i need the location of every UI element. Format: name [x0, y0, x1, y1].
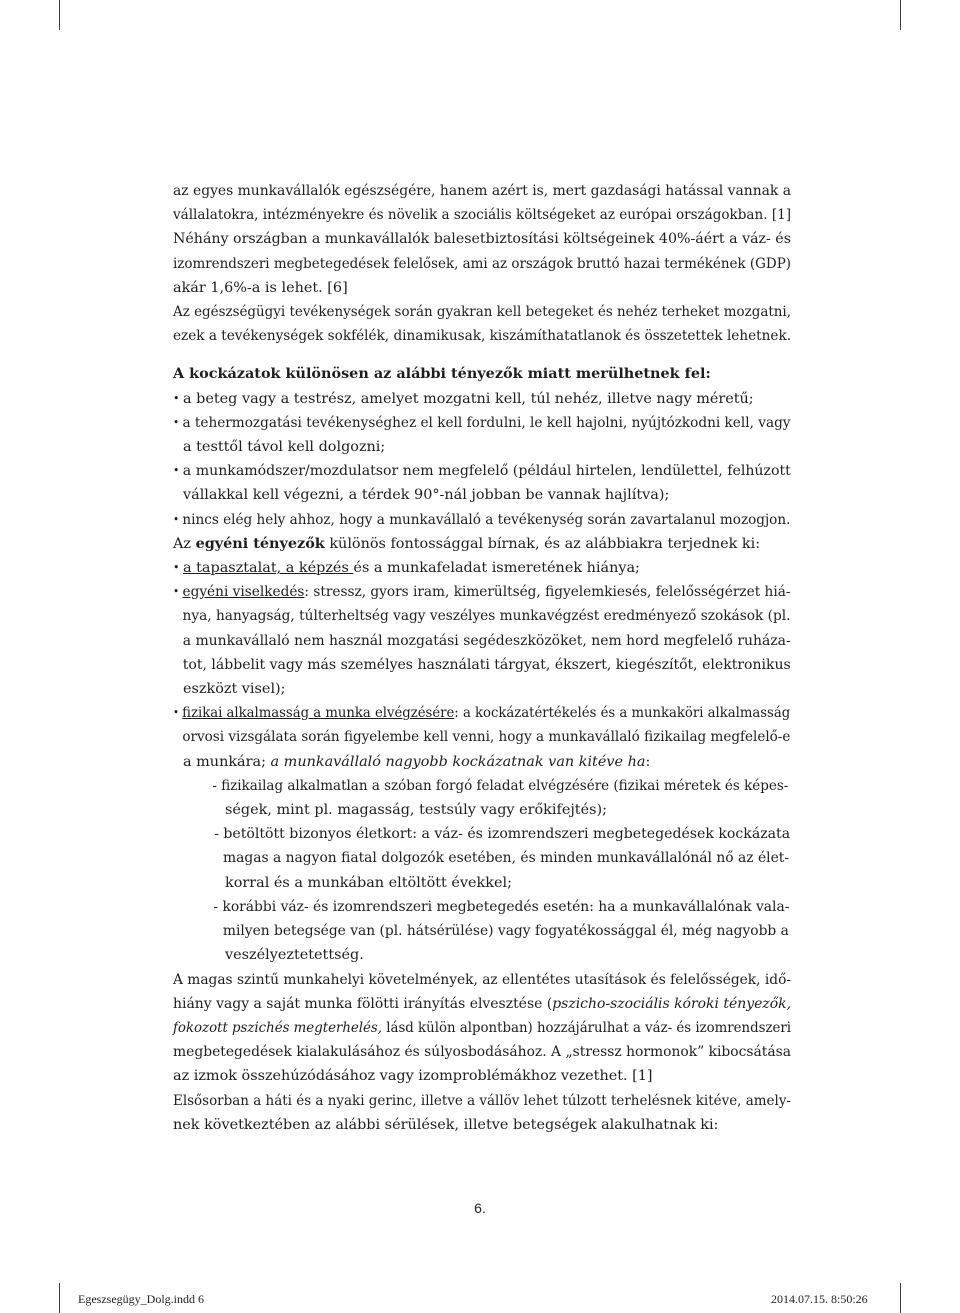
list-item: • fizikai alkalmasság a munka elvégzésére: a kockázatértékelés és a munkaköri alkalmasság — [173, 701, 741, 725]
list-item: • egyéni viselkedés: stressz, gyors iram, kimerültség, figyelemkiesés, felelősségérzet hiá- — [173, 580, 760, 604]
dash-item-continuation: milyen betegsége van (pl. hátsérülése) vagy fogyatékossággal él, még nagyobb a — [222, 923, 789, 940]
text-line: hiány vagy a saját munka fölötti irányítás elvesztése (pszicho-szociális kóroki tényezők, — [173, 995, 792, 1012]
section-heading: A kockázatok különösen az alábbi tényezők miatt merülhetnek fel: — [173, 365, 711, 383]
crop-mark — [59, 0, 60, 30]
text-line: megbetegedések kialakulásához és súlyosbodásához. A „stressz hormonok” kibocsátása — [173, 1044, 791, 1061]
page-number: 6. — [474, 1200, 486, 1216]
text-line: Néhány országban a munkavállalók balesetbiztosítási költségeinek 40%-áért a váz- és — [173, 231, 791, 248]
list-item-continuation: a munkavállaló nem használ mozgatási segédeszközöket, nem hord megfelelő ruháza- — [182, 632, 791, 649]
list-item: • a tehermozgatási tevékenységhez el kell fordulni, le kell hajolni, nyújtózkodni kell, vagy — [173, 411, 758, 435]
list-item: • a munkamódszer/mozdulatsor nem megfelelő (például hirtelen, lendülettel, felhúzott — [173, 459, 779, 483]
text-line: vállalatokra, intézményekre és növelik a szociális költségeket az európai országokban. [1] — [173, 207, 791, 224]
text-line: ezek a tevékenységek sokfélék, dinamikusak, kiszámíthatatlanok és összetettek lehetnek. — [173, 328, 792, 345]
dash-item: - fizikailag alkalmatlan a szóban forgó feladat elvégzésére (fizikai méretek és képes- — [212, 777, 789, 794]
text-line: az izmok összehúzódásához vagy izomproblémákhoz vezethet. [1] — [173, 1068, 653, 1085]
text-line: izomrendszeri megbetegedések felelősek, ami az országok bruttó hazai termékének (GDP) — [173, 255, 791, 272]
paragraph-intro: Az egyéni tényezők különös fontossággal bírnak, és az alábbiakra terjednek ki: — [173, 534, 761, 552]
dash-item-continuation: ségek, mint pl. magasság, testsúly vagy erőkifejtés); — [225, 802, 607, 819]
list-item-continuation: vállakkal kell végezni, a térdek 90°-nál jobban be vannak hajlítva); — [183, 487, 670, 504]
dash-item-continuation: magas a nagyon fiatal dolgozók esetében, és minden munkavállalónál nő az élet- — [222, 850, 789, 867]
list-item-continuation: a testtől távol kell dolgozni; — [183, 439, 386, 456]
text-line: Elsősorban a háti és a nyaki gerinc, illetve a vállöv lehet túlzott terhelésnek kitéve, amely- — [173, 1092, 791, 1109]
crop-mark — [900, 0, 901, 30]
dash-item: - betöltött bizonyos életkort: a váz- és izomrendszeri megbetegedések kockázata — [214, 826, 791, 843]
list-item-continuation: a munkára; a munkavállaló nagyobb kockázatnak van kitéve ha: — [183, 753, 651, 770]
page-body — [173, 179, 791, 1137]
list-item: • nincs elég hely ahhoz, hogy a munkavállaló a tevékenység során zavartalanul mozogjon. — [173, 508, 756, 532]
dash-item: - korábbi váz- és izomrendszeri megbetegedés esetén: ha a munkavállalónak vala- — [213, 898, 790, 915]
list-item-continuation: orvosi vizsgálata során figyelembe kell venni, hogy a munkavállaló fizikailag megfelelő-e — [182, 729, 791, 746]
crop-mark — [900, 1283, 901, 1313]
text-line: fokozott pszichés megterhelés, lásd külön alpontban) hozzájárulhat a váz- és izomrendszeri — [173, 1019, 791, 1036]
dash-item-continuation: korral és a munkában eltöltött évekkel; — [225, 874, 512, 891]
emphasis: egyéni tényezők — [195, 534, 325, 552]
text-line: A magas szintű munkahelyi követelmények, az ellentétes utasítások és felelősségek, idő- — [173, 971, 792, 988]
list-item-continuation: nya, hanyagság, túlterheltség vagy veszélyes munkavégzést eredményező szokások (pl. — [182, 608, 791, 625]
list-item-continuation: tot, lábbelit vagy más személyes használati tárgyat, ékszert, kiegészítőt, elektronikus — [182, 656, 791, 673]
slug-timestamp: 2014.07.15. 8:50:26 — [771, 1292, 868, 1306]
text-line: az egyes munkavállalók egészségére, hanem azért is, mert gazdasági hatással vannak a — [173, 183, 791, 199]
crop-mark — [59, 1283, 60, 1313]
text-line: Az egészségügyi tevékenységek során gyakran kell betegeket és nehéz terheket mozgatni, — [173, 304, 791, 321]
dash-item-continuation: veszélyeztetettség. — [225, 947, 364, 964]
list-item-continuation: eszközt visel); — [183, 681, 286, 698]
list-item: • a beteg vagy a testrész, amelyet mozgatni kell, túl nehéz, illetve nagy méretű; — [173, 387, 791, 411]
text-line: nek következtében az alábbi sérülések, illetve betegségek alakulhatnak ki: — [173, 1116, 719, 1133]
slug-filename: Egeszsegügy_Dolg.indd 6 — [78, 1292, 204, 1306]
list-item: • a tapasztalat, a képzés és a munkafeladat ismeretének hiánya; — [173, 556, 791, 580]
text-line: akár 1,6%-a is lehet. [6] — [173, 279, 348, 296]
